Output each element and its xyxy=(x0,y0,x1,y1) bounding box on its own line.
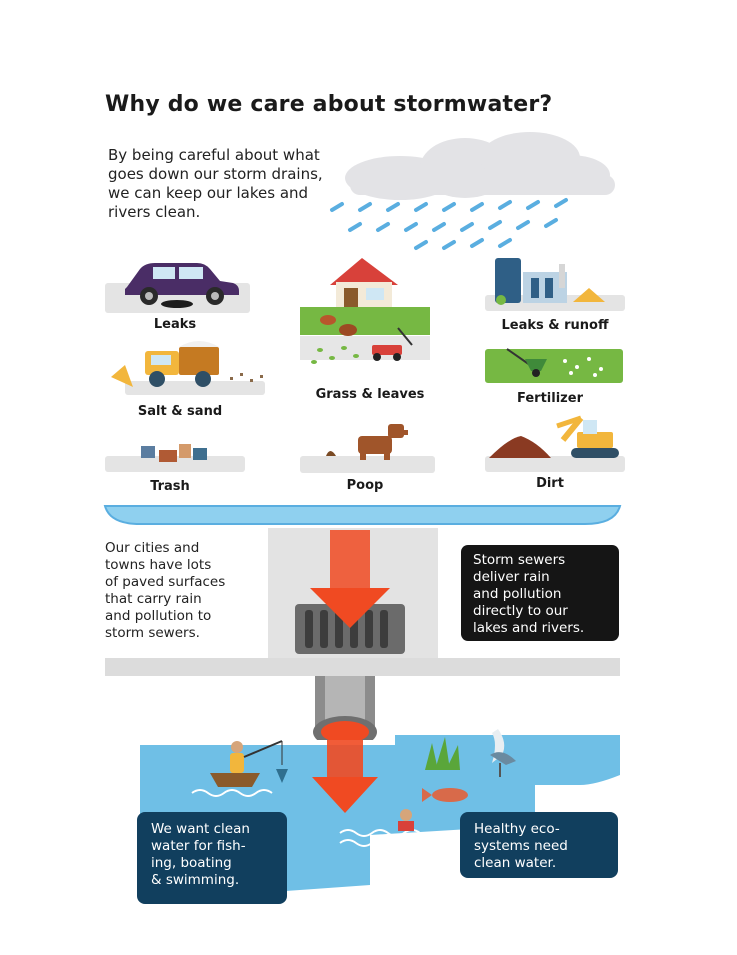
label-fertilizer: Fertilizer xyxy=(517,391,583,406)
intro-text: By being careful about what goes down our storm drains, we can keep our lakes and rivers clean. xyxy=(108,146,323,221)
label-salt-sand: Salt & sand xyxy=(137,404,223,419)
label-grass-leaves: Grass & leaves xyxy=(315,387,425,402)
label-trash: Trash xyxy=(150,479,190,494)
snowplow-icon xyxy=(105,337,280,402)
trash-icon xyxy=(105,440,245,474)
label-leaks-runoff: Leaks & runoff xyxy=(501,318,609,333)
house-icon xyxy=(300,250,430,380)
excavator-icon xyxy=(485,412,625,472)
rain-icon xyxy=(332,200,566,248)
label-dirt: Dirt xyxy=(536,476,564,491)
paved-surfaces-text: Our cities and towns have lots of paved surfaces that carry rain and pollution to storm sewers. xyxy=(105,540,226,641)
ecosystem-callout: Healthy eco- systems need clean water. xyxy=(460,812,618,878)
storm-sewers-callout: Storm sewers deliver rain and pollution directly to our lakes and rivers. xyxy=(461,545,619,641)
dog-icon xyxy=(300,420,435,475)
label-leaks: Leaks xyxy=(153,317,197,332)
car-icon xyxy=(105,255,250,315)
fertilizer-spreader-icon xyxy=(485,343,625,385)
clean-water-callout: We want clean water for fish- ing, boating & swimming. xyxy=(137,812,287,904)
page-title: Why do we care about stormwater? xyxy=(105,92,553,117)
cloud-icon xyxy=(320,130,620,260)
label-poop: Poop xyxy=(346,478,384,493)
factory-icon xyxy=(485,250,625,312)
